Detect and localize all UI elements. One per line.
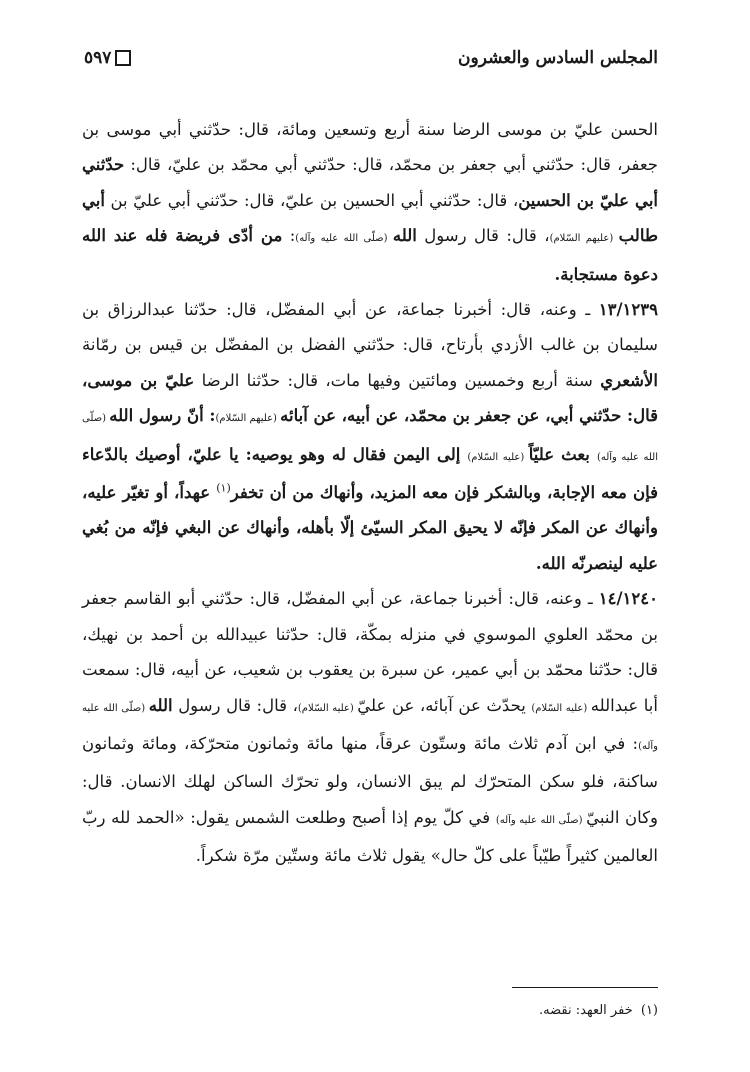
text-run: ، قال: قال رسول	[416, 226, 550, 246]
text-run: يحدّث عن آبائه، عن عليّ	[357, 695, 532, 715]
text-run: سنة أربع وخمسين ومائتين وفيها مات، قال: حدّثنا الرضا	[194, 370, 601, 390]
text-run: ـ وعنه، قال: أخبرنا جماعة، عن أبي المفضّل، قال: حدّثنا عبدالرزاق بن سليمان بن غالب الأزدي بأرتاح، قال: حدّثني الفضل بن المفضّل بن قيس بن رمّانة	[82, 300, 658, 355]
page-header	[84, 44, 658, 80]
honorific: (صلّى الله عليه وآله)	[295, 233, 393, 245]
honorific: (عليه السّلام)	[297, 702, 358, 714]
honorific: (عليه السّلام)	[531, 702, 591, 714]
footnote-reference[interactable]: (١)	[216, 481, 231, 495]
text-run: ، قال: قال رسول	[172, 695, 298, 715]
hadith-text: في كلّ يوم إذا أصبح وطلعت الشمس يقول: «الحمد لله ربّ العالمين كثيراً طيّباً على كلّ حال» يقول ثلاث مائة وستّين مرّة شكراً.	[82, 807, 658, 866]
footnote	[82, 1000, 658, 1022]
paragraph-1240	[82, 581, 658, 873]
footnote-number: (١)	[640, 1003, 658, 1018]
hadith-text: إلى اليمن فقال له وهو يوصيه: يا عليّ، أوصيك بالدّعاء فإن معه الإجابة، وبالشكر فإن معه المزيد، وأنهاك من أن تخفر	[82, 444, 658, 503]
body-text	[82, 112, 658, 874]
text-run-bold: حدّثني أبي عليّ بن الحسين	[82, 155, 658, 210]
footnote-divider	[512, 987, 658, 988]
honorific: (صلّى الله عليه وآله)	[82, 702, 658, 752]
honorific: (عليه السّلام)	[467, 451, 529, 463]
paragraph-1239	[82, 292, 658, 581]
text-run: :	[282, 226, 296, 246]
text-run-bold: أبي طالب	[82, 190, 658, 246]
text-run: ـ وعنه، قال: أخبرنا جماعة، عن أبي المفضّل، قال: حدّثني أبو القاسم جعفر بن محمّد العلوي الموسوي في منزله بمكّة، قال: حدّثنا عبيدالله بن أحمد بن نهيك، قال: حدّثنا محمّد بن أبي عمير، عن سبرة بن يعقوب بن شعيب، عن أبيه، قال: سمعت أبا عبدالله	[82, 589, 658, 715]
footnote-text: خفر العهد: نقضه.	[539, 1003, 633, 1018]
text-run: ، قال: حدّثني أبي الحسين بن عليّ، قال: حدّثني أبي عليّ بن	[104, 190, 519, 210]
hadith-text: عهداً، أو تغيّر عليه، وأنهاك عن المكر فإنّه لا يحيق المكر السيّئ إلّا بأهله، وأنهاك عن البغي فإنّه من بُغي عليه لينصرنّه الله.	[82, 483, 658, 573]
hadith-text: : في ابن آدم ثلاث مائة وستّون عرقاً، منها مائة وثمانون متحرّكة، ومائة وثمانون ساكنة، فلو سكن المتحرّك لم يبق الانسان، ولو تحرّك الساكن لهلك الانسان. قال: وكان النبيّ	[82, 733, 658, 827]
page-number: ٥٩٧	[84, 48, 112, 68]
text-run-bold: : أنّ رسول الله	[109, 406, 216, 426]
text-run-bold: بعث عليّاً	[528, 444, 597, 464]
paragraph-continuation	[82, 112, 658, 292]
honorific: (عليهم السّلام)	[215, 413, 281, 425]
text-run-bold: الأشعري	[600, 370, 658, 390]
page-square-ornament-icon	[115, 50, 131, 66]
text-run-bold: عليّ بن موسى، قال: حدّثني أبي، عن جعفر بن محمّد، عن أبيه، عن آبائه	[82, 370, 659, 426]
hadith-text: من أدّى فريضة فله عند الله دعوة مستجابة.	[82, 226, 658, 284]
hadith-number: ١٣/١٢٣٩	[598, 300, 658, 320]
text-run: الحسن عليّ بن موسى الرضا سنة أربع وتسعين ومائة، قال: حدّثني أبي موسى بن جعفر، قال: حدّثني أبي جعفر بن محمّد، قال: حدّثني أبي محمّد بن عليّ، قال:	[82, 120, 658, 175]
text-run-bold: الله	[392, 226, 417, 246]
honorific: (صلّى الله عليه وآله)	[495, 814, 587, 826]
running-title: المجلس السادس والعشرون	[458, 48, 658, 68]
page-number-block	[84, 48, 131, 68]
text-run-bold: الله	[148, 695, 173, 715]
honorific: (صلّى الله عليه وآله)	[82, 413, 658, 463]
hadith-number: ١٤/١٢٤٠	[598, 589, 658, 609]
honorific: (عليهم السّلام)	[549, 233, 619, 245]
